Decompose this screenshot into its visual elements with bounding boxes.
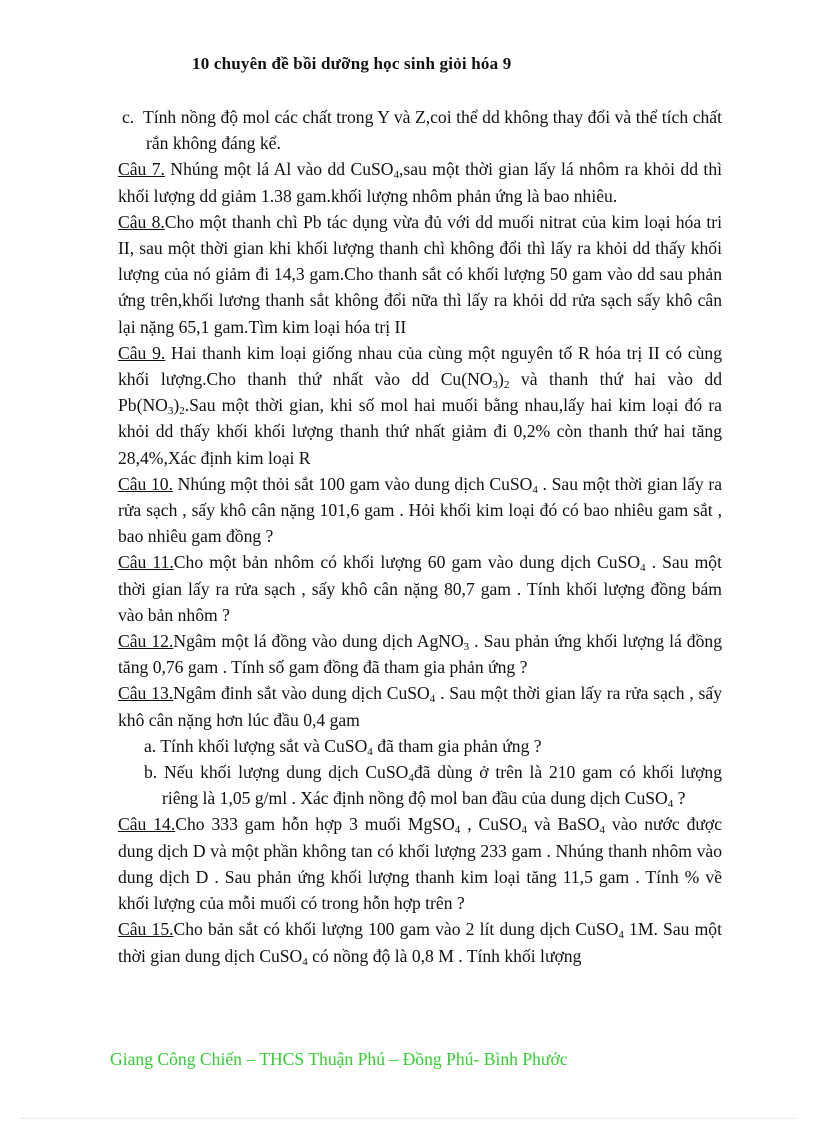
question-9: Câu 9. Hai thanh kim loại giống nhau của cùng một nguyên tố R hóa trị II có cùng khối lượng.Cho thanh thứ nhất vào dd $Cu(NO_3)_2$ và thanh thứ hai vào dd $Pb(NO_3)_2.Sau$ một thời gian, khi số mol hai muối bằng nhau,lấy hai kim loại đó ra khỏi dd thấy khối khối lượng thanh thứ nhất giảm đi 0,2% còn thanh thứ hai tăng 28,4%,Xác định kim loại R xyxy=(118,342,722,468)
question-8: Câu 8.Cho một thanh chì Pb tác dụng vừa đủ với dd muối nitrat của kim loại hóa tri II, sau một thời gian khi khối lượng thanh chì không đổi thì lấy ra khỏi dd thấy khối lượng của nó giảm đi 14,3 gam.Cho thanh sắt có khối lượng 50 gam vào dd sau phản ứng trên,khối lương thanh sắt không đổi nữa thì lấy ra khỏi dd rửa sạch sấy khô cân lại nặng 65,1 gam.Tìm kim loại hóa trị II xyxy=(118,211,722,337)
question-label: Câu 14. xyxy=(118,814,176,835)
question-label: Câu 15. xyxy=(118,919,174,940)
question-15: Câu 15.Cho bản sắt có khối lượng 100 gam vào 2 lít dung dịch CuSO$_4$ 1M. Sau một thời gian dung dịch CuSO$_4$ có nồng độ là 0,8 M . Tính khối lượng xyxy=(118,919,722,968)
page-footer-author: Giang Công Chiến – THCS Thuận Phú – Đồng Phú- Bình Phước xyxy=(110,1049,568,1069)
question-label: Câu 10. xyxy=(118,473,173,494)
intro-item-c: c. Tính nồng độ mol các chất trong Y và Z,coi thể dd không thay đổi và thể tích chất rắn không đáng kể. xyxy=(122,107,722,154)
item-label: a. xyxy=(144,735,157,756)
item-label: b. xyxy=(144,762,158,783)
document-body xyxy=(118,104,722,969)
item-label: c. xyxy=(122,107,135,127)
question-13-part-b: b. Nếu khối lượng dung dịch CuSO$_4$đã dùng ở trên là 210 gam có khối lượng riêng là 1,05 g/ml . Xác định nồng độ mol ban đầu của dung dịch CuSO$_4$ ? xyxy=(144,762,722,811)
question-13: Câu 13.Ngâm đinh sắt vào dung dịch CuSO$_4$ . Sau một thời gian lấy ra rửa sạch , sấy khô cân nặng hơn lúc đầu 0,4 gam xyxy=(118,683,723,730)
question-label: Câu 13. xyxy=(118,683,174,704)
question-12: Câu 12.Ngâm một lá đồng vào dung dịch AgNO$_3$ . Sau phản ứng khối lượng lá đồng tăng 0,76 gam . Tính số gam đồng đã tham gia phản ứng ? xyxy=(118,631,722,678)
question-label: Câu 11. xyxy=(118,552,174,573)
question-13-part-a: a. Tính khối lượng sắt và CuSO$_4$ đã tham gia phản ứng ? xyxy=(144,735,542,758)
question-10: Câu 10. Nhúng một thỏi sắt 100 gam vào dung dịch CuSO$_4$ . Sau một thời gian lấy ra rửa sạch , sấy khô cân nặng 101,6 gam . Hỏi khối kim loại đó có bao nhiêu gam sắt , bao nhiêu gam đồng ? xyxy=(118,473,723,547)
question-11: Câu 11.Cho một bản nhôm có khối lượng 60 gam vào dung dịch CuSO$_4$ . Sau một thời gian lấy ra rửa sạch , sấy khô cân nặng 80,7 gam . Tính khối lượng đồng bám vào bản nhôm ? xyxy=(118,552,722,625)
question-label: Câu 9. xyxy=(118,342,166,363)
question-14: Câu 14.Cho 333 gam hỗn hợp 3 muối MgSO$_4$ , CuSO$_4$ và BaSO$_4$ vào nước được dung dịch D và một phần không tan có khối lượng 233 gam . Nhúng thanh nhôm vào dung dịch D . Sau phản ứng khối lượng thanh kim loại tăng 11,5 gam . Tính % về khối lượng của mỗi muối có trong hỗn hợp trên ? xyxy=(118,814,723,914)
question-label: Câu 7. xyxy=(118,159,165,180)
question-label: Câu 12. xyxy=(118,631,174,652)
question-7: Câu 7. Nhúng một lá Al vào dd CuSO$_4$,sau một thời gian lấy lá nhôm ra khỏi dd thì khối lượng dd giảm 1.38 gam.khối lượng nhôm phản ứng là bao nhiêu. xyxy=(118,159,723,206)
footer-divider xyxy=(20,1118,796,1119)
question-label: Câu 8. xyxy=(118,211,165,232)
page-header-title: 10 chuyên đề bồi dưỡng học sinh giỏi hóa 9 xyxy=(192,54,512,73)
